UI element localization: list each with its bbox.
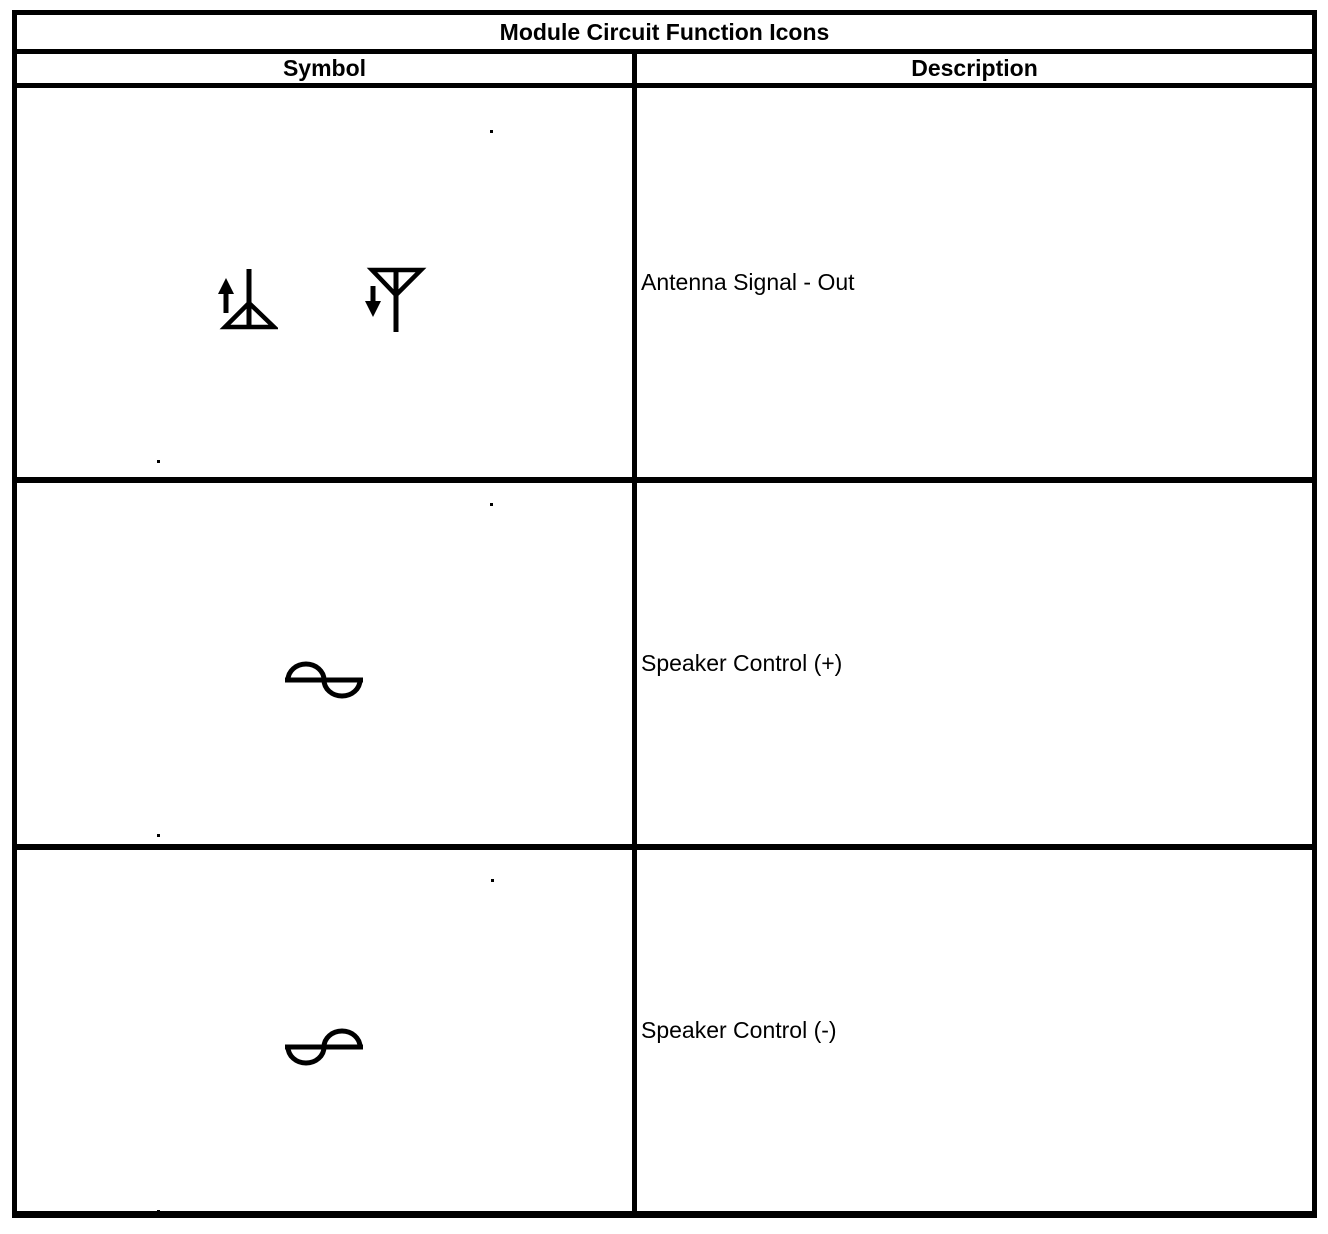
scan-artifact-dot [490, 503, 493, 506]
sine-wave-negative-icon [284, 1027, 364, 1067]
sine-negative-symbol-group [284, 1027, 364, 1067]
description-text: Antenna Signal - Out [641, 269, 855, 295]
scan-artifact-dot [491, 879, 494, 882]
module-circuit-function-icons-table [12, 10, 1317, 1218]
column-header-description-cell [637, 54, 1312, 83]
table-row [17, 88, 1312, 483]
scan-artifact-dot [157, 460, 160, 463]
description-text: Speaker Control (-) [641, 1017, 837, 1043]
description-cell [637, 88, 1312, 477]
antenna-symbol-group [208, 266, 427, 334]
table-row [17, 850, 1312, 1211]
table-row [17, 483, 1312, 850]
table-title: Module Circuit Function Icons [499, 18, 830, 45]
table-title-row [17, 15, 1312, 54]
description-text: Speaker Control (+) [641, 650, 843, 676]
column-header-description: Description [911, 55, 1038, 81]
description-cell [637, 850, 1312, 1211]
sine-positive-symbol-group [284, 660, 364, 700]
scan-artifact-dot [157, 834, 160, 837]
symbol-cell-sine-negative [17, 850, 637, 1211]
sine-wave-positive-icon [284, 660, 364, 700]
column-header-symbol-cell [17, 54, 637, 83]
antenna-up-arrow-icon [208, 266, 278, 332]
scan-artifact-dot [157, 1210, 160, 1213]
column-header-symbol: Symbol [282, 55, 367, 81]
table-header-row [17, 54, 1312, 88]
scan-artifact-dot [490, 130, 493, 133]
antenna-down-arrow-icon [365, 266, 427, 334]
symbol-cell-antenna [17, 88, 637, 477]
description-cell [637, 483, 1312, 844]
symbol-cell-sine-positive [17, 483, 637, 844]
